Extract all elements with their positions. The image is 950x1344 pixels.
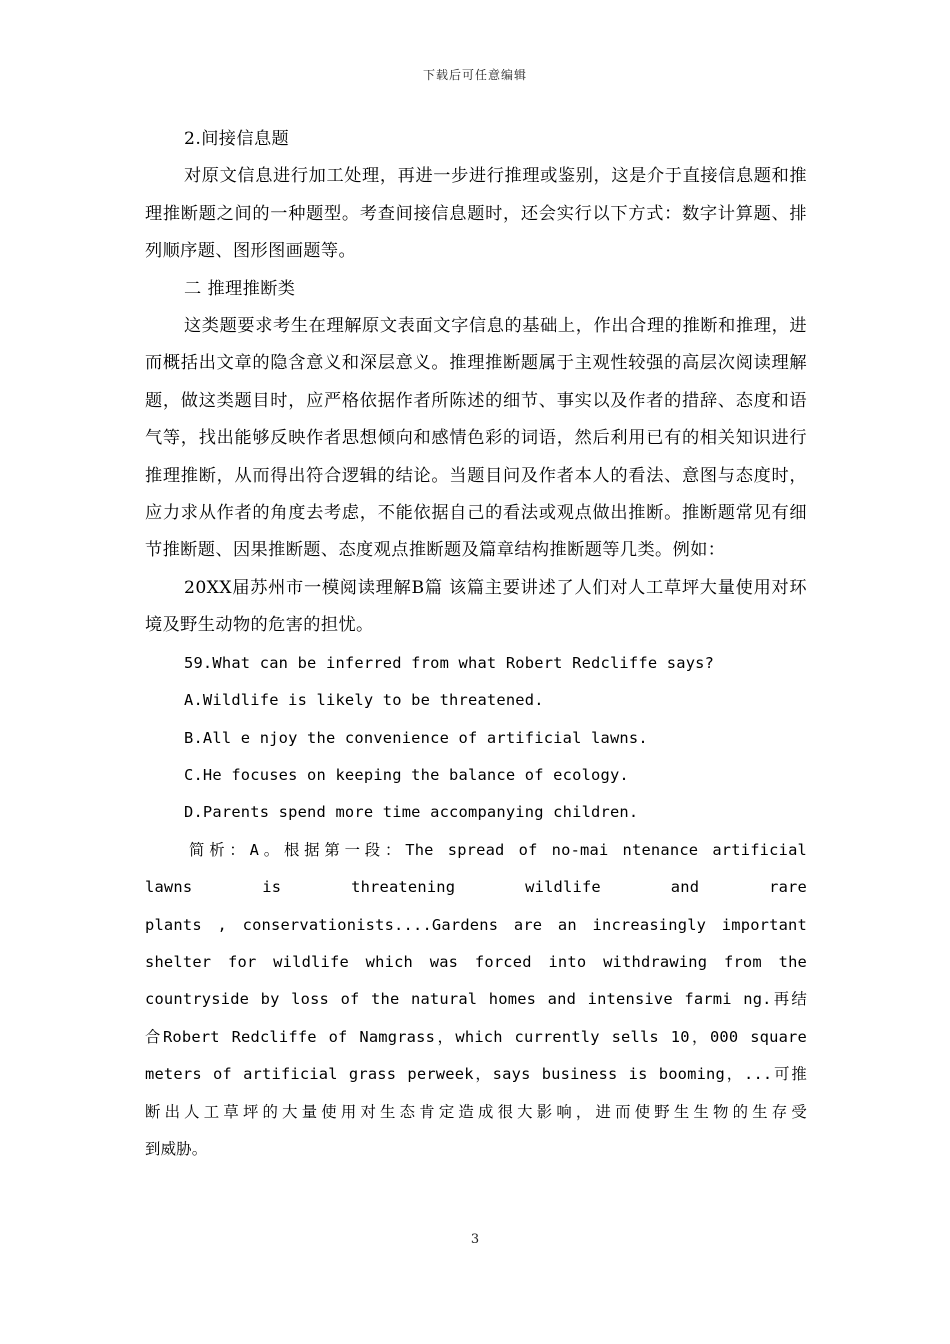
page-header: 下载后可任意编辑 [422,68,527,82]
heading-indirect-info: 2.间接信息题 [184,129,290,149]
analysis-line: 断出人工草坪的大量使用对生态肯定造成很大影响，进而使野生生物的生存受 [145,1102,807,1121]
question-59: 59.What can be inferred from what Robert Redcliffe says? [184,653,715,672]
analysis-line: shelter for wildlife which was forced into withdrawing from the [145,952,807,971]
analysis-line: 合Robert Redcliffe of Namgrass，which currently sells 10，000 square [145,1027,807,1046]
page-body [145,121,807,1168]
analysis-line: 到威胁。 [145,1139,208,1158]
analysis-line: lawns is threatening wildlife and rare [145,878,807,897]
analysis-paragraph [145,832,807,1169]
example-intro: 20XX届苏州市一模阅读理解B篇 该篇主要讲述了人们对人工草坪大量使用对环境及野生动物的危害的担忧。 [145,577,807,636]
option-b: B.All e njoy the convenience of artificial lawns. [184,728,648,747]
paragraph-indirect-info: 对原文信息进行加工处理，再进一步进行推理或鉴别，这是介于直接信息题和推理推断题之间的一种题型。考查间接信息题时，还会实行以下方式：数字计算题、排列顺序题、图形图画题等。 [145,166,807,262]
page-number: 3 [470,1232,480,1247]
option-c: C.He focuses on keeping the balance of ecology. [184,765,629,784]
heading-inference: 二 推理推断类 [184,278,296,299]
analysis-line: plants , conservationists....Gardens are an increasingly important [145,915,807,934]
paragraph-inference: 这类题要求考生在理解原文表面文字信息的基础上，作出合理的推断和推理，进而概括出文章的隐含意义和深层意义。推理推断题属于主观性较强的高层次阅读理解题，做这类题目时，应严格依据作者所陈述的细节、事实以及作者的措辞、态度和语气等，找出能够反映作者思想倾向和感情色彩的词语，然后利用已有的相关知识进行推理推断，从而得出符合逻辑的结论。当题目问及作者本人的看法、意图与态度时，应力求从作者的角度去考虑，不能依据自己的看法或观点做出推断。推断题常见有细节推断题、因果推断题、态度观点推断题及篇章结构推断题等几类。例如： [145,316,807,561]
analysis-line: 简析：A。根据第一段：The spread of no-mai ntenance artificial [189,840,807,859]
analysis-line: meters of artificial grass perweek，says business is booming，...可推 [145,1065,807,1084]
option-d: D.Parents spend more time accompanying children. [184,803,639,822]
analysis-line: countryside by loss of the natural homes and intensive farmi ng.再结 [145,990,807,1009]
option-a: A.Wildlife is likely to be threatened. [184,691,544,710]
